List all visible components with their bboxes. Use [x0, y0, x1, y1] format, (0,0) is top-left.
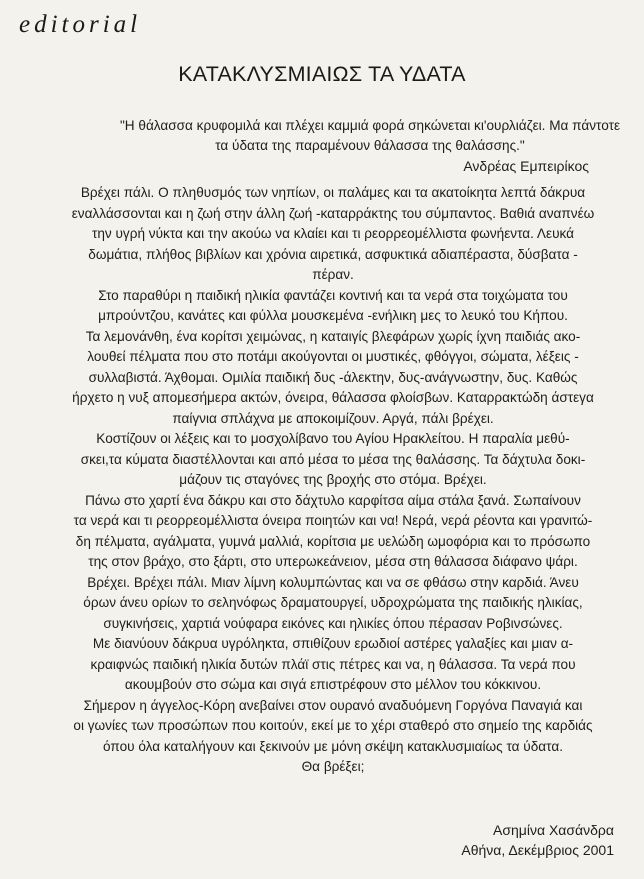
- place-date: Αθήνα, Δεκέμβριος 2001: [461, 842, 614, 858]
- body-line: οι γωνίες των προσώπων που κοιτούν, εκεί με το χέρι σταθερό στο σημείο της καρδιάς: [73, 718, 593, 733]
- body-line: πέραν.: [312, 267, 354, 282]
- article-title: ΚΑΤΑΚΛΥΣΜΙΑΙΩΣ ΤΑ ΥΔΑΤΑ: [178, 62, 466, 86]
- body-line: Βρέχει. Βρέχει πάλι. Μιαν λίμνη κολυμπώντας και να σε φθάσω στην καρδιά. Άνευ: [87, 574, 579, 590]
- body-line: μάζουν τις σταγόνες της βροχής στο στόμα. Βρέχει.: [179, 472, 487, 487]
- article-body: [40, 183, 626, 778]
- body-line: ήρχετο η νυξ απομεσήμερα ακτών, όνειρα, θάλασσα φλοίσβων. Καταρρακτώδη άστεγα: [72, 390, 594, 405]
- body-line: δωμάτια, πλήθος βιβλίων και χρόνια αιρετικά, ασφυκτικά αδιαπέραστα, δύσβατα -: [88, 246, 578, 262]
- body-line: Στο παραθύρι η παιδική ηλικία φαντάζει κοντινή και τα νερά στα τοιχώματα του: [98, 287, 568, 303]
- body-line: συγκινήσεις, χαρτιά νούφαρα εικόνες και ηλικίες όπου πέρασαν Ροβινσώνες.: [103, 615, 563, 631]
- body-line: την υγρή νύκτα και την ακούω να κλαίει και τι ρεορρεομέλλιστα φωνήεντα. Λευκά: [91, 226, 574, 241]
- body-line: εναλλάσσονται και η ζωή στην άλλη ζωή -καταρράκτης του σύμπαντος. Βαθιά αναπνέω: [71, 205, 595, 221]
- body-line: Πάνω στο χαρτί ένα δάκρυ και στο δάχτυλο καρφίτσα αίμα στάλα ξανά. Σωπαίνουν: [85, 492, 581, 508]
- body-line: ακουμβούν στο σώμα και σιγά επιστρέφουν στο μέλλον του κόκκινου.: [124, 677, 542, 692]
- body-line: κραιφνώς παιδική ηλικία δυτών πλάϊ στις πέτρες και να, η θάλασσα. Τα νερά που: [90, 656, 576, 672]
- signature: [461, 820, 614, 860]
- body-line: όπου όλα καταλήγουν και ξεκινούν με μόνη σκέψη κατακλυσμιαίως τα ύδατα.: [103, 738, 563, 754]
- body-line: Τα λεμονάνθη, ένα κορίτσι χειμώνας, η καταιγίς βλεφάρων χωρίς ίχνη παιδιάς ακο-: [85, 328, 581, 344]
- author-name: Ασημίνα Χασάνδρα: [493, 822, 614, 838]
- body-line: Κοστίζουν οι λέξεις και το μοσχολίβανο του Αγίου Ηρακλείτου. Η παραλία μεθύ-: [96, 431, 570, 446]
- body-line: δη πέλματα, αγάλματα, γυμνά μαλλιά, κορίτσια με υελώδη ωμοφόρια και το πρόσωπο: [75, 533, 591, 549]
- body-line: μπρούντζου, κανάτες και φύλλα μουσκεμένα -ενήλικη μες το λευκό του Κήπου.: [98, 308, 568, 323]
- body-line: Θα βρέξει;: [301, 759, 365, 774]
- body-line: Με διανύουν δάκρυα υγρόληκτα, σπιθίζουν ερωδιοί αστέρες γαλαξίες και μιαν α-: [92, 636, 574, 651]
- body-line: λουθεί πέλματα που στο ποτάμι ακούγονται οι μυστικές, φθόγγοι, σώματα, λέξεις -: [87, 349, 579, 364]
- body-line: Σήμερον η άγγελος-Κόρη ανεβαίνει στον ουρανό αναδυόμενη Γοργόνα Παναγιά και: [83, 697, 583, 713]
- body-line: της στον βράχο, στο ξάρτι, στο υπερωκεάνειον, μέσα στη θάλασσα διάφανο ψάρι.: [88, 554, 578, 569]
- epigraph-line: τα ύδατα της παραμένουν θάλασσα της θαλάσσης.": [215, 138, 525, 153]
- body-line: όρων άνευ ορίων το σεληνόφως δραματουργεί, υδροχρώματα της παιδικής ηλικίας,: [83, 595, 583, 610]
- epigraph-author: Ανδρέας Εμπειρίκος: [463, 158, 589, 174]
- body-line: παίγνια σπλάχνα με αποκοιμίζουν. Αργά, πάλι βρέχει.: [172, 410, 494, 426]
- epigraph-line: "Η θάλασσα κρυφομιλά και πλέχει καμμιά φορά σηκώνεται κι'ουρλιάζει. Μα πάντοτε: [119, 118, 621, 133]
- section-label: editorial: [19, 11, 142, 38]
- body-line: σκει,τα κύματα διαστέλλονται και από μέσα το μέσα της θαλάσσης. Τα δάχτυλα δοκι-: [80, 451, 586, 467]
- epigraph: [110, 116, 630, 156]
- body-line: συλλαβιστά. Άχθομαι. Ομιλία παιδική δυς -άλεκτην, δυς-ανάγνωστην, δυς. Καθώς: [88, 369, 578, 385]
- body-line: τα νερά και τι ρεορρεομέλλιστα όνειρα ποιητών και να! Νερά, νερά ρέοντα και γρανιτώ-: [73, 513, 593, 528]
- body-line: Βρέχει πάλι. Ο πληθυσμός των νηπίων, οι παλάμες και τα ακατοίκητα λεπτά δάκρυα: [80, 185, 586, 200]
